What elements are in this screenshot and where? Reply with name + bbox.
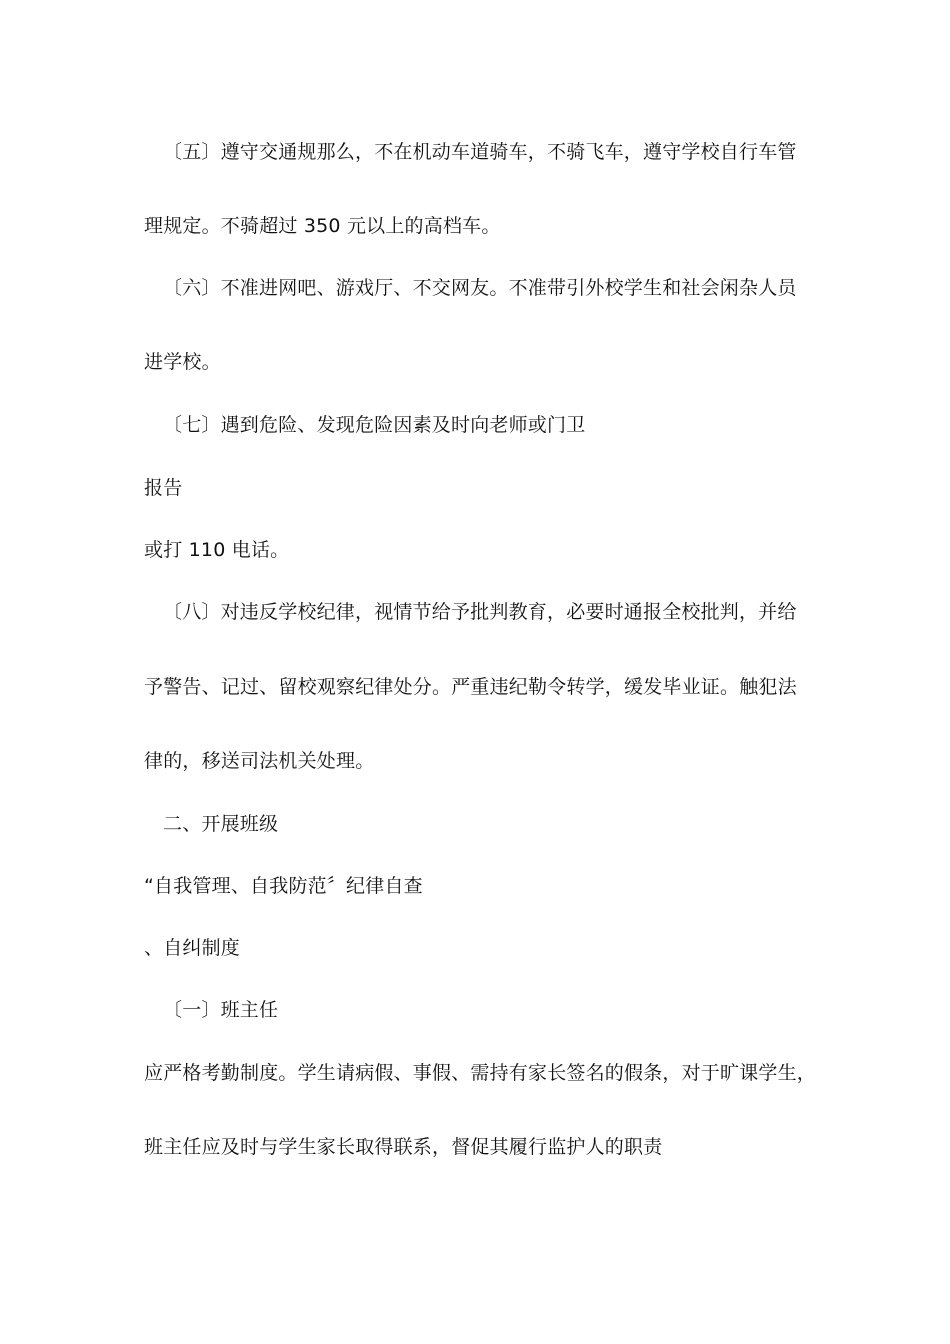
- paragraph-7-line-3: 或打 110 电话。: [144, 539, 290, 561]
- section-heading-2-line-3: 、自纠制度: [144, 937, 241, 959]
- paragraph-8-line-1: 〔八〕对违反学校纪律，视情节给予批判教育，必要时通报全校批判，并给: [163, 601, 797, 623]
- paragraph-5-line-1: 〔五〕遵守交通规那么，不在机动车道骑车，不骑飞车，遵守学校自行车管: [163, 141, 797, 163]
- section-heading-2: 二、开展班级: [163, 813, 279, 835]
- paragraph-8-line-2: 予警告、记过、留校观察纪律处分。严重违纪勒令转学，缓发毕业证。触犯法: [144, 676, 797, 698]
- paragraph-6-line-2: 进学校。: [144, 351, 221, 373]
- paragraph-5-line-2: 理规定。不骑超过 350 元以上的高档车。: [144, 215, 501, 237]
- section-heading-2-line-2: “自我管理、自我防范〞纪律自查: [144, 875, 423, 897]
- subsection-1-line-1: 应严格考勤制度。学生请病假、事假、需持有家长签名的假条，对于旷课学生，: [144, 1062, 817, 1084]
- subsection-1-line-2: 班主任应及时与学生家长取得联系，督促其履行监护人的职责: [144, 1136, 663, 1158]
- subsection-1-heading: 〔一〕班主任: [163, 999, 279, 1021]
- paragraph-8-line-3: 律的，移送司法机关处理。: [144, 750, 375, 772]
- paragraph-7-line-2: 报告: [144, 477, 183, 499]
- paragraph-6-line-1: 〔六〕不准进网吧、游戏厅、不交网友。不准带引外校学生和社会闲杂人员: [163, 277, 797, 299]
- paragraph-7-line-1: 〔七〕遇到危险、发现危险因素及时向老师或门卫: [163, 414, 586, 436]
